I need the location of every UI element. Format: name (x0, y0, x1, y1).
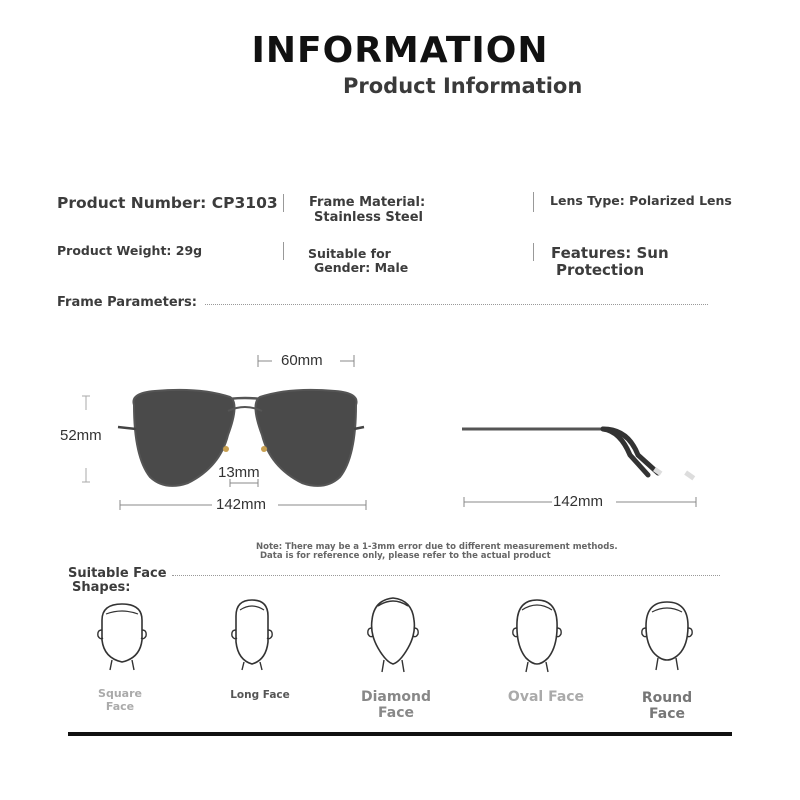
note-line-2: Data is for reference only, please refer to the actual product (260, 551, 551, 561)
page-subtitle: Product Information (343, 74, 583, 98)
product-number: Product Number: CP3103 (57, 194, 278, 212)
frame-material-value: Stainless Steel (314, 210, 424, 225)
lens-width-label: 60mm (281, 352, 323, 369)
separator (533, 192, 534, 212)
gender-label: Suitable for (308, 246, 391, 261)
bridge-label: 13mm (218, 464, 260, 481)
features-label: Features: Sun (551, 244, 669, 262)
page-title: INFORMATION (251, 30, 549, 71)
separator (283, 194, 284, 212)
frame-width-label: 142mm (216, 496, 267, 513)
separator (533, 243, 534, 261)
face-shapes-subtitle: Shapes: (72, 580, 131, 595)
frame-material-label: Frame Material: (309, 195, 426, 210)
oval-face-icon (508, 596, 566, 674)
dotted-leader (172, 575, 720, 576)
glasses-front-view (110, 345, 380, 520)
oval-face-label: Oval Face (507, 689, 585, 705)
square-face-label: Square Face (98, 687, 142, 713)
square-face-icon (92, 600, 152, 672)
product-weight: Product Weight: 29g (57, 243, 203, 258)
bottom-divider (68, 732, 732, 736)
lens-type: Lens Type: Polarized Lens (550, 193, 732, 208)
features-value: Protection (556, 261, 645, 279)
diamond-face-icon (362, 594, 424, 674)
gender-value: Gender: Male (314, 260, 409, 275)
long-face-icon (226, 596, 278, 672)
lens-height-label: 52mm (60, 427, 102, 444)
temple-length-label: 142mm (553, 493, 604, 510)
long-face-label: Long Face (230, 689, 290, 701)
dotted-leader (205, 304, 708, 305)
diamond-face-label: Diamond Face (360, 689, 432, 721)
note-line-1: Note: There may be a 1-3mm error due to different measurement methods. (256, 542, 618, 552)
separator (283, 242, 284, 260)
frame-parameters-label: Frame Parameters: (57, 295, 197, 310)
face-shapes-title: Suitable Face (68, 566, 167, 581)
round-face-label: Round Face (641, 690, 693, 722)
round-face-icon (638, 598, 696, 672)
